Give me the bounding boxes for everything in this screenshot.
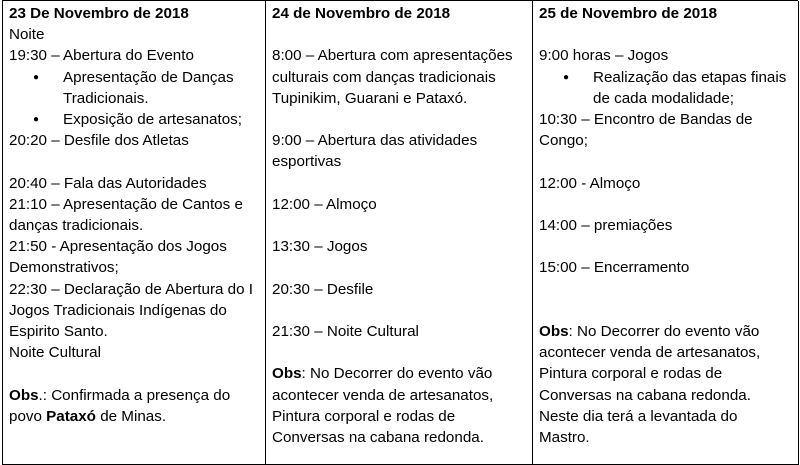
bullet-item xyxy=(539,67,792,109)
schedule-line: 21:30 – Noite Cultural xyxy=(272,322,419,340)
bullet-text: Apresentação de Danças Tradicionais. xyxy=(63,68,234,107)
obs-note xyxy=(539,321,792,448)
schedule-line: 20:20 – Desfile dos Atletas xyxy=(9,132,189,150)
schedule-line: 9:00 – Abertura das atividades esportivas xyxy=(272,132,478,171)
schedule-line: 12:00 - Almoço xyxy=(539,174,641,192)
bullet-icon: ● xyxy=(33,114,40,126)
bullet-item xyxy=(9,109,259,130)
schedule-line: 22:30 – Declaração de Abertura do I Jogos Tradicionais Indígenas do Espirito Santo. xyxy=(9,280,254,341)
schedule-line: 20:30 – Desfile xyxy=(272,280,374,298)
schedule-table xyxy=(2,0,798,465)
obs-label: Obs xyxy=(539,322,569,340)
column-header: 25 de Novembro de 2018 xyxy=(539,5,718,22)
schedule-line: 15:00 – Encerramento xyxy=(539,259,690,277)
bullet-icon: ● xyxy=(563,71,570,83)
column-day-23 xyxy=(3,1,266,465)
obs-text: .: Confirmada a presença do povo xyxy=(9,386,231,425)
bullet-text: Realização das etapas finais de cada modalidade; xyxy=(593,68,787,107)
schedule-line: 13:30 – Jogos xyxy=(272,238,368,256)
obs-text: : No Decorrer do evento vão acontecer venda de artesanatos, Pintura corporal e rodas de Conversas na cabana redonda. xyxy=(272,365,494,446)
obs-text-end: de Minas. xyxy=(95,407,167,425)
obs-label: Obs xyxy=(272,365,302,383)
column-header: 23 De Novembro de 2018 xyxy=(9,5,189,22)
schedule-line: 10:30 – Encontro de Bandas de Congo; xyxy=(539,111,753,150)
schedule-line: 21:50 - Apresentação dos Jogos Demonstrativos; xyxy=(9,238,227,277)
schedule-line: Noite Cultural xyxy=(9,344,102,362)
schedule-line: 19:30 – Abertura do Evento xyxy=(9,47,194,65)
schedule-line: 14:00 – premiações xyxy=(539,216,673,234)
schedule-line: 9:00 horas – Jogos xyxy=(539,47,669,65)
schedule-line: 21:10 – Apresentação de Cantos e danças tradicionais. xyxy=(9,195,243,235)
obs-note xyxy=(272,363,526,448)
column-header: 24 de Novembro de 2018 xyxy=(272,5,451,22)
schedule-line: Noite xyxy=(9,26,45,44)
column-day-24 xyxy=(266,1,533,465)
obs-label: Obs xyxy=(9,386,39,404)
obs-bold: Pataxó xyxy=(46,407,96,425)
obs-note xyxy=(9,385,259,427)
schedule-line: 20:40 – Fala das Autoridades xyxy=(9,174,207,192)
bullet-item xyxy=(9,67,259,109)
bullet-icon: ● xyxy=(33,71,40,83)
obs-text: : No Decorrer do evento vão acontecer venda de artesanatos, Pintura corporal e rodas de Conversas na cabana redonda. Neste dia terá a levantada do Mastro. xyxy=(539,322,761,446)
schedule-line: 12:00 – Almoço xyxy=(272,195,377,213)
schedule-line: 8:00 – Abertura com apresentações culturais com danças tradicionais Tupinikim, Guarani e Pataxó. xyxy=(272,47,513,107)
bullet-text: Exposição de artesanatos; xyxy=(63,111,242,129)
column-day-25 xyxy=(533,1,799,465)
